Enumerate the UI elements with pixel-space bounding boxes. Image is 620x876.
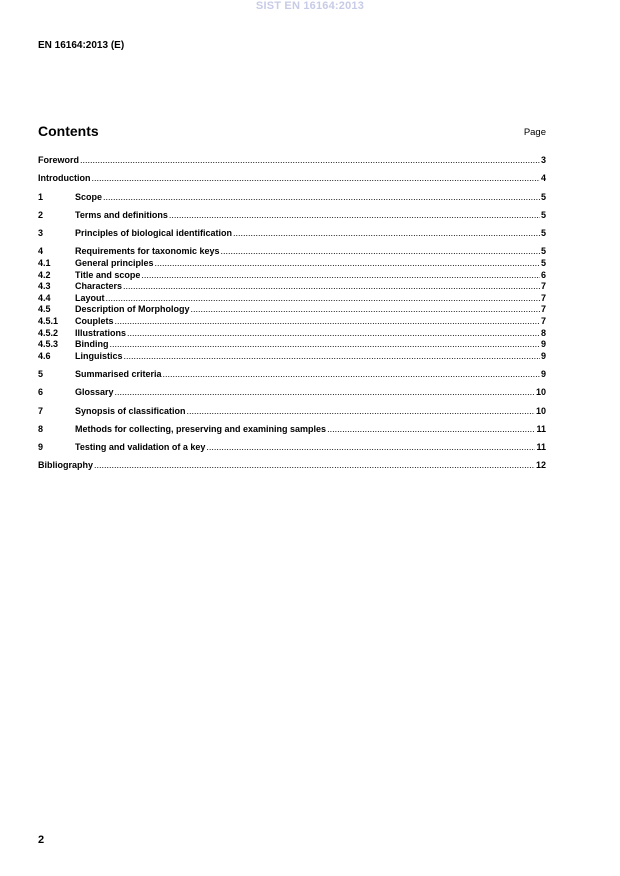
toc-leader-dots [155,258,540,270]
toc-entry-5[interactable] [38,369,546,381]
toc-entry-4-5[interactable] [38,304,546,316]
toc-leader-dots [127,328,540,340]
toc-entry-title: General principles [75,258,154,268]
toc-leader-dots [94,460,535,472]
toc-leader-dots [327,424,535,436]
toc-leader-dots [110,339,540,351]
toc-entry-title: Title and scope [75,269,141,280]
page-column-label: Page [523,127,546,138]
toc-entry-number: 4.2 [38,269,51,280]
toc-leader-dots [123,281,540,293]
toc-entry-4-2[interactable] [38,270,546,282]
toc-entry-4-6[interactable] [38,351,546,363]
toc-entry-page: 5 [540,228,546,239]
toc-entry-title: Principles of biological identification [75,228,233,239]
toc-entry-number: 9 [38,442,44,453]
toc-entry-page: 7 [540,292,546,303]
toc-entry-number: 4.6 [38,350,51,361]
toc-entry-page: 11 [536,442,546,453]
toc-entry-8[interactable] [38,424,546,436]
toc-entry-4[interactable] [38,246,546,258]
toc-entry-4-3[interactable] [38,281,546,293]
toc-leader-dots [233,228,540,240]
toc-leader-dots [191,304,540,316]
toc-entry-title: Scope [75,191,103,202]
watermark: SIST EN 16164:2013 [255,0,365,12]
toc-leader-dots [163,369,540,381]
toc-entry-page: 7 [540,281,546,292]
toc-entry-number: 4.5 [38,304,51,315]
toc-leader-dots [169,210,540,222]
toc-entry-number: 4.4 [38,292,51,303]
toc-leader-dots [106,293,540,305]
toc-entry-page: 5 [540,246,546,257]
toc-entry-title: Methods for collecting, preserving and examining samples [75,423,327,434]
toc-entry-number: 6 [38,387,44,398]
toc-entry-page: 7 [540,304,546,315]
contents-heading: Contents [38,123,99,139]
toc-leader-dots [221,246,540,258]
toc-entry-number: 1 [38,191,44,202]
table-of-contents [38,155,546,472]
toc-entry-7[interactable] [38,406,546,418]
toc-leader-dots [80,155,540,167]
toc-entry-page: 5 [540,209,546,220]
toc-entry-page: 6 [540,269,546,280]
toc-entry-introduction[interactable] [38,173,546,185]
toc-entry-number: 4.5.1 [38,315,59,326]
toc-entry-page: 5 [540,258,546,268]
toc-entry-6[interactable] [38,387,546,399]
toc-entry-page: 3 [540,155,546,165]
toc-entry-title: Illustrations [75,327,127,338]
document-reference: EN 16164:2013 (E) [38,40,125,51]
toc-entry-number: 3 [38,228,44,239]
toc-entry-title: Description of Morphology [75,304,190,315]
toc-entry-2[interactable] [38,210,546,222]
toc-entry-title: Synopsis of classification [75,405,186,416]
toc-entry-page: 7 [540,315,546,326]
toc-leader-dots [141,270,540,282]
toc-entry-title: Bibliography [38,460,94,471]
toc-entry-title: Foreword [38,155,80,165]
toc-entry-title: Testing and validation of a key [75,442,206,453]
toc-leader-dots [115,387,535,399]
toc-entry-page: 9 [540,339,546,350]
toc-entry-bibliography[interactable] [38,460,546,472]
toc-entry-4-4[interactable] [38,293,546,305]
toc-leader-dots [115,316,540,328]
toc-entry-page: 5 [540,191,546,202]
toc-entry-foreword[interactable] [38,155,546,167]
toc-entry-title: Introduction [38,173,91,184]
toc-entry-9[interactable] [38,442,546,454]
toc-entry-page: 4 [540,173,546,184]
toc-entry-4-5-1[interactable] [38,316,546,328]
toc-entry-page: 9 [540,369,546,380]
toc-entry-page: 12 [535,460,546,471]
toc-leader-dots [206,442,535,454]
toc-entry-number: 4.3 [38,281,51,292]
toc-leader-dots [103,192,540,204]
toc-entry-4-5-3[interactable] [38,339,546,351]
toc-entry-page: 10 [535,405,546,416]
toc-entry-3[interactable] [38,228,546,240]
toc-entry-number: 4.1 [38,258,51,268]
toc-entry-title: Characters [75,281,123,292]
toc-entry-number: 7 [38,405,44,416]
toc-entry-number: 2 [38,209,44,220]
toc-entry-number: 4 [38,246,44,257]
toc-entry-4-5-2[interactable] [38,328,546,340]
toc-entry-number: 5 [38,369,44,380]
toc-entry-title: Couplets [75,315,114,326]
toc-leader-dots [124,351,540,363]
toc-entry-number: 4.5.2 [38,327,59,338]
toc-entry-title: Terms and definitions [75,209,168,220]
toc-entry-page: 8 [540,327,546,338]
toc-entry-page: 9 [540,350,546,361]
toc-entry-title: Glossary [75,387,114,398]
page-number: 2 [38,834,45,846]
toc-entry-page: 10 [535,387,546,398]
toc-entry-page: 11 [536,423,546,434]
toc-entry-number: 8 [38,423,44,434]
toc-entry-title: Requirements for taxonomic keys [75,246,220,257]
toc-entry-4-1[interactable] [38,258,546,270]
toc-entry-1[interactable] [38,192,546,204]
toc-entry-title: Binding [75,339,109,350]
toc-entry-title: Layout [75,292,105,303]
toc-leader-dots [92,173,540,185]
toc-leader-dots [187,406,535,418]
toc-entry-number: 4.5.3 [38,339,59,350]
toc-entry-title: Summarised criteria [75,369,162,380]
toc-entry-title: Linguistics [75,350,123,361]
